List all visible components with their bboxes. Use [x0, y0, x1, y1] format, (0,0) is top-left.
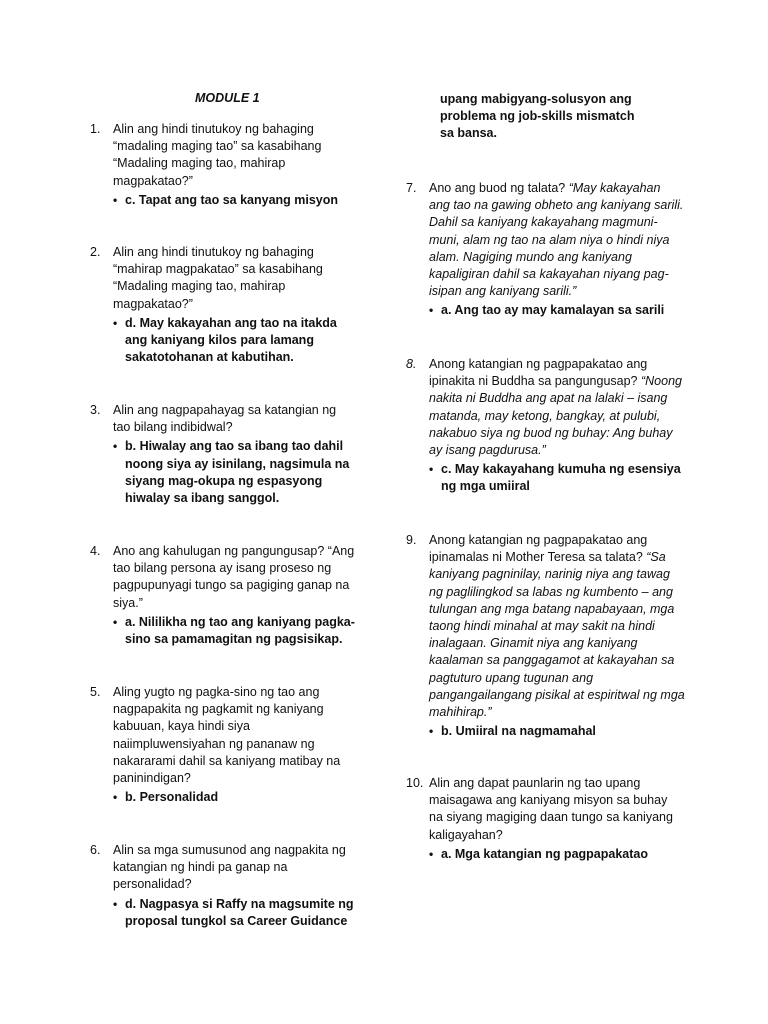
question-text: Aling yugto ng pagka-sino ng tao ang nagpapakita ng pagkamit ng kaniyang kabuuan, kaya hindi siya naiimpluwensiyahan ng pananaw ng nakararami dahil sa kaniyang matibay na paninindigan? [113, 685, 341, 786]
answer-bullet [429, 723, 685, 740]
question-number: 1. [90, 122, 101, 136]
answer-bullet [113, 614, 358, 648]
question-number: 9. [406, 533, 417, 547]
bullet-icon: • [429, 462, 434, 477]
question-number: 2. [90, 245, 101, 259]
question-text: Alin ang hindi tinutukoy ng bahaging “madaling maging tao” sa kasabihang “Madaling maging tao, mahirap magpakatao?” [113, 122, 322, 188]
answer-text: a. Ang tao ay may kamalayan sa sarili [441, 303, 665, 318]
question-number: 7. [406, 181, 417, 195]
question-text [429, 532, 685, 721]
question-text [429, 775, 679, 844]
answer-text: d. Nagpasya si Raffy na magsumite ng proposal tungkol sa Career Guidance [125, 896, 354, 928]
answer-text: b. Hiwalay ang tao sa ibang tao dahil noong siya ay isinilang, nagsimula na siyang mag-okupa ng espasyong hiwalay sa ibang sanggol. [125, 439, 350, 506]
answer-text: c. May kakayahang kumuha ng esensiya ng mga umiiral [441, 462, 681, 494]
answer-bullet [113, 315, 353, 367]
answer-text: c. Tapat ang tao sa kanyang misyon [125, 192, 339, 207]
question-text [429, 180, 684, 300]
question-text: Ano ang kahulugan ng pangungusap? “Ang tao bilang persona ay isang proseso ng pagpupunyagi tungo sa pagiging ganap na siya.” [113, 544, 355, 610]
bullet-icon: • [113, 614, 118, 629]
question-text: Alin ang hindi tinutukoy ng bahaging “mahirap magpakatao” sa kasabihang “Madaling maging tao, mahirap magpakatao?” [113, 245, 323, 311]
bullet-icon: • [113, 315, 118, 330]
question-number: 10. [406, 776, 424, 790]
bullet-icon: • [429, 724, 434, 739]
module-title: MODULE 1 [195, 91, 260, 105]
bullet-icon: • [113, 896, 118, 911]
answer-bullet [429, 846, 679, 863]
bullet-icon: • [113, 439, 118, 454]
answer-continuation: upang mabigyang-solusyon ang problema ng job-skills mismatch sa bansa. [440, 92, 635, 141]
bullet-icon: • [113, 790, 118, 805]
question-text-plain: Alin ang dapat paunlarin ng tao upang maisagawa ang kaniyang misyon sa buhay na siyang magiging daan tungo sa kaniyang kaligayahan? [429, 776, 673, 842]
question-number: 5. [90, 685, 101, 699]
answer-text: b. Personalidad [125, 790, 219, 805]
question-text: Alin sa mga sumusunod ang nagpakita ng katangian ng hindi pa ganap na personalidad? [113, 843, 346, 892]
bullet-icon: • [113, 192, 118, 207]
question-text [429, 356, 684, 459]
answer-bullet [113, 438, 355, 507]
bullet-icon: • [429, 303, 434, 318]
answer-bullet [113, 896, 358, 930]
answer-text: b. Umiiral na nagmamahal [441, 724, 596, 739]
answer-text: a. Mga katangian ng pagpapakatao [441, 846, 648, 861]
question-number: 8. [406, 357, 417, 371]
answer-text: d. May kakayahan ang tao na itakda ang kaniyang kilos para lamang sakatotohanan at kabutihan. [125, 315, 337, 365]
question-text-quote: “Noong nakita ni Buddha ang apat na lalaki – isang matanda, may ketong, bangkay, at pulubi, nakabuo siya ng buod ng buhay: Ang buhay ay isang pagdurusa.” [429, 374, 682, 458]
question-text-plain: Ano ang buod ng talata? [429, 181, 569, 195]
question-text-quote: “Sa kaniyang pagninilay, narinig niya ang tawag ng paglilingkod sa labas ng kumbento – ang tulungan ang mga batang napabayaan, mga taong hindi minahal at may sakit na hindi inalagaan. Ginamit niya ang kaniyang kaalaman sa panggagamot at kakayahan sa pagtuturo upang tugunan ang pangangailangang pisikal at espiritwal ng mga mahihirap.” [429, 550, 685, 720]
answer-bullet [113, 192, 358, 209]
question-text-plain: Anong katangian ng pagpapakatao ang ipinakita ni Buddha sa pangungusap? [429, 357, 648, 389]
answer-bullet [429, 302, 684, 319]
question-text-plain: Anong katangian ng pagpapakatao ang ipinamalas ni Mother Teresa sa talata? [429, 533, 648, 565]
question-number: 4. [90, 544, 101, 558]
answer-text: a. Nililikha ng tao ang kaniyang pagka-sino sa pamamagitan ng pagsisikap. [125, 614, 355, 647]
answer-bullet [113, 789, 358, 806]
question-number: 6. [90, 843, 101, 857]
bullet-icon: • [429, 846, 434, 861]
answer-bullet [429, 461, 684, 495]
question-number: 3. [90, 403, 101, 417]
question-text: Alin ang nagpapahayag sa katangian ng tao bilang indibidwal? [113, 403, 337, 435]
question-text-quote: “May kakayahan ang tao na gawing obheto ang kaniyang sarili. Dahil sa kaniyang kakayahang magmuni-muni, alam ng tao na alam niya o hindi niya alam. Nagiging mundo ang kaniyang kapaligiran dahil sa kakayahan niyang pag-isipan ang kaniyang sarili.” [429, 181, 684, 299]
